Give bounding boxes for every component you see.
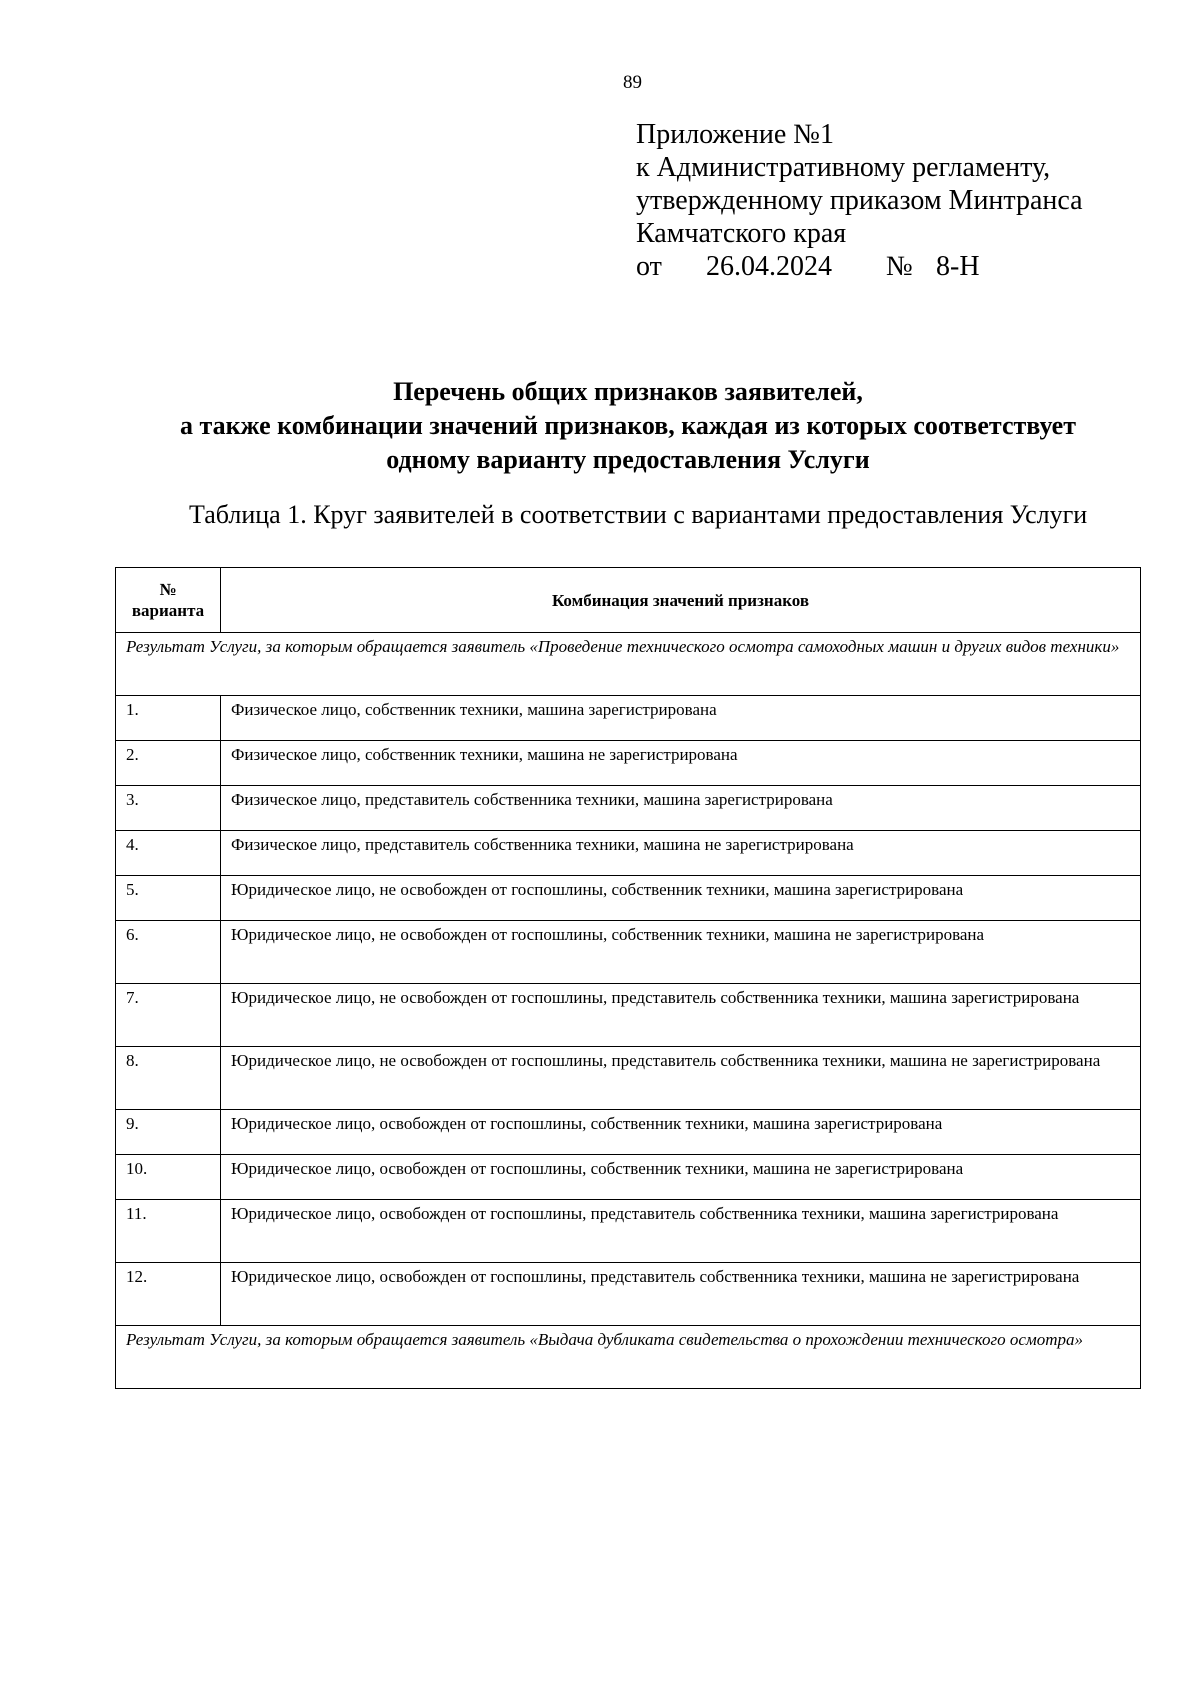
variant-number: 5.: [116, 876, 221, 921]
title-line-3: одному варианту предоставления Услуги: [386, 445, 870, 474]
variant-combination: Физическое лицо, собственник техники, машина зарегистрирована: [221, 696, 1141, 741]
variant-combination: Физическое лицо, представитель собственника техники, машина не зарегистрирована: [221, 831, 1141, 876]
table-caption: [115, 500, 1155, 530]
variant-combination: Юридическое лицо, не освобожден от госпошлины, собственник техники, машина не зарегистрирована: [221, 921, 1141, 984]
table-row: [116, 786, 1141, 831]
variant-combination: Юридическое лицо, освобожден от госпошлины, собственник техники, машина не зарегистрирована: [221, 1155, 1141, 1200]
variant-number: 8.: [116, 1047, 221, 1110]
variant-number: 7.: [116, 984, 221, 1047]
variant-number: 3.: [116, 786, 221, 831]
section-title-inspection: Результат Услуги, за которым обращается заявитель «Проведение технического осмотра самоходных машин и других видов техники»: [116, 633, 1141, 696]
variant-combination: Юридическое лицо, освобожден от госпошлины, представитель собственника техники, машина не зарегистрирована: [221, 1263, 1141, 1326]
document-title: [115, 375, 1141, 477]
variant-combination: Юридическое лицо, не освобожден от госпошлины, представитель собственника техники, машина не зарегистрирована: [221, 1047, 1141, 1110]
table-row: [116, 1110, 1141, 1155]
title-line-2: а также комбинации значений признаков, каждая из которых соответствует: [180, 411, 1076, 440]
approval-number: 8-Н: [936, 251, 980, 282]
table-row: [116, 1263, 1141, 1326]
section-row: [116, 1326, 1141, 1389]
title-line-1: Перечень общих признаков заявителей,: [393, 377, 863, 406]
table-row: [116, 984, 1141, 1047]
table-row: [116, 1200, 1141, 1263]
table-row: [116, 741, 1141, 786]
page-number: 89: [623, 72, 642, 93]
variant-number: 6.: [116, 921, 221, 984]
variant-number: 1.: [116, 696, 221, 741]
approval-line-appendix: Приложение №1: [636, 119, 834, 150]
table-body: [116, 633, 1141, 1389]
header-variant-number: № варианта: [116, 568, 221, 633]
table-row: [116, 921, 1141, 984]
variant-number: 4.: [116, 831, 221, 876]
variant-number: 9.: [116, 1110, 221, 1155]
header-combination: Комбинация значений признаков: [221, 568, 1141, 633]
table-row: [116, 876, 1141, 921]
table-caption-text: Таблица 1. Круг заявителей в соответствии с вариантами предоставления Услуги: [189, 500, 1088, 529]
variant-number: 11.: [116, 1200, 221, 1263]
approval-line-region: Камчатского края: [636, 218, 847, 249]
variants-table: [115, 567, 1141, 1389]
approval-line-order: утвержденному приказом Минтранса: [636, 185, 1083, 216]
variant-combination: Юридическое лицо, не освобожден от госпошлины, представитель собственника техники, машина зарегистрирована: [221, 984, 1141, 1047]
table-header-row: [116, 568, 1141, 633]
variant-number: 12.: [116, 1263, 221, 1326]
variant-combination: Юридическое лицо, освобожден от госпошлины, представитель собственника техники, машина зарегистрирована: [221, 1200, 1141, 1263]
approval-date-prefix: от: [636, 251, 662, 282]
table-row: [116, 696, 1141, 741]
variant-number: 2.: [116, 741, 221, 786]
table-row: [116, 831, 1141, 876]
approval-block: [636, 118, 1083, 283]
approval-date: 26.04.2024: [706, 251, 832, 282]
approval-number-sign: №: [886, 251, 913, 282]
table-row: [116, 1047, 1141, 1110]
variant-combination: Физическое лицо, собственник техники, машина не зарегистрирована: [221, 741, 1141, 786]
variant-number: 10.: [116, 1155, 221, 1200]
variant-combination: Юридическое лицо, не освобожден от госпошлины, собственник техники, машина зарегистрирована: [221, 876, 1141, 921]
variant-combination: Физическое лицо, представитель собственника техники, машина зарегистрирована: [221, 786, 1141, 831]
section-row: [116, 633, 1141, 696]
approval-date-line: [636, 250, 1083, 283]
variant-combination: Юридическое лицо, освобожден от госпошлины, собственник техники, машина зарегистрирована: [221, 1110, 1141, 1155]
approval-line-regulation: к Административному регламенту,: [636, 152, 1051, 183]
section-title-duplicate: Результат Услуги, за которым обращается заявитель «Выдача дубликата свидетельства о прохождении технического осмотра»: [116, 1326, 1141, 1389]
table-row: [116, 1155, 1141, 1200]
